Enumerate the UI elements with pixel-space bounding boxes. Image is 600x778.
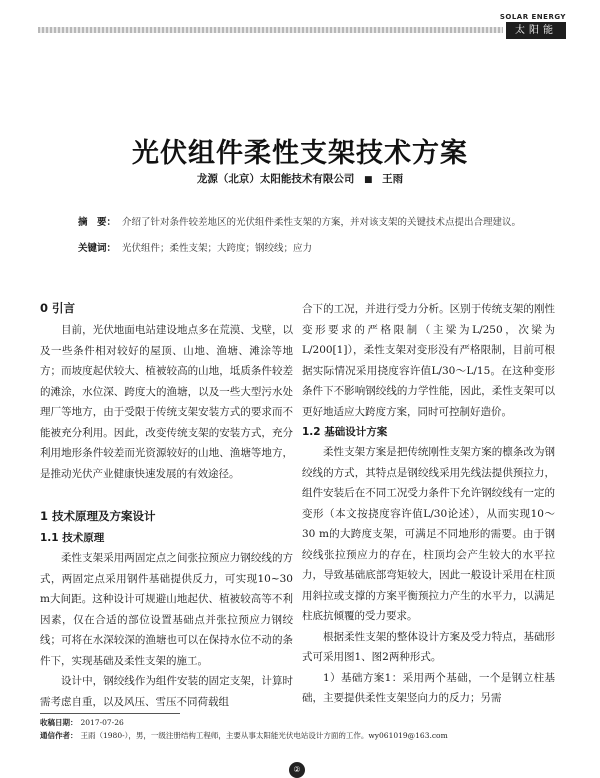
journal-name-cn: 太阳能 xyxy=(506,22,566,39)
author-label: 通信作者： xyxy=(40,731,78,740)
keywords-label: 关键词： xyxy=(78,243,117,254)
section-heading-1: 1 技术原理及方案设计 xyxy=(40,509,156,523)
separator-square: ■ xyxy=(363,175,373,185)
affiliation: 龙源（北京）太阳能技术有限公司 xyxy=(196,173,355,185)
foundation-paragraph-2: 根据柔性支架的整体设计方案及受力特点，基础形式可采用图1、图2两种形式。 xyxy=(302,630,555,663)
footnotes xyxy=(40,716,560,742)
subsection-heading-1-1: 1.1 技术原理 xyxy=(40,532,105,544)
principle-paragraph-1: 柔性支架采用两固定点之间张拉预应力钢绞线的方式，两固定点采用钢件基础提供反力，可实现10~30 m大间距。这种设计可规避山地起伏、植被较高等不利因素，仅在合适的部位设置基础点并张拉预应力钢绞线；可将在水深较深的渔塘也可以在保持水位不动的条件下，实现基础及柔性支架的施工。 xyxy=(40,552,293,667)
author-name: 王雨 xyxy=(382,173,404,185)
foundation-paragraph-1: 柔性支架方案是把传统刚性支架方案的檩条改为钢绞线的方式，其特点是钢绞线采用先线法提供预拉力，组件安装后在不同工况受力条件下允许钢绞线有一定的变形（本文按挠度容许值L/30论述），从而实现10～30 m的大跨度支架，可满足不同地形的需要。由于钢绞线张拉预应力的存在，柱顶均会产生较大的水平拉力，导致基础底部弯矩较大，因此一般设计采用在柱顶用斜拉或支撑的方案平衡预拉力产生的水平力，以满足柱底抗倾覆的受力要求。 xyxy=(302,446,555,622)
author-line xyxy=(0,171,600,186)
keywords xyxy=(78,238,530,259)
header-rule xyxy=(38,27,503,33)
page-number-mark: ② xyxy=(289,762,305,778)
author-info: 王雨（1980-），男，一级注册结构工程师，主要从事太阳能光伏电站设计方面的工作。wy061019@163.com xyxy=(80,731,448,740)
continued-paragraph: 合下的工况，并进行受力分析。区别于传统支架的刚性变形要求的严格限制（主梁为L/250，次梁为L/200[1]），柔性支架对变形没有严格限制，目前可根据实际情况采用挠度容许值L/30～L/15。在这种变形条件下不影响钢绞线的力学性能，因此，柔性支架可以更好地适应大跨度方案，同时可控制好造价。 xyxy=(302,303,555,418)
journal-name-en: SOLAR ENERGY xyxy=(499,13,566,21)
keywords-text: 光伏组件；柔性支架；大跨度；钢绞线；应力 xyxy=(122,243,313,254)
right-column xyxy=(302,299,555,709)
abstract-text: 介绍了针对条件较差地区的光伏组件柔性支架的方案，并对该支架的关键技术点提出合理建议。 xyxy=(122,217,522,228)
corresponding-author xyxy=(40,729,560,742)
foundation-paragraph-3: 1）基础方案1：采用两个基础，一个是钢立柱基础，主要提供柔性支架竖向力的反力；另需 xyxy=(302,671,555,704)
received-value: 2017-07-26 xyxy=(80,718,124,727)
subsection-heading-1-2: 1.2 基础设计方案 xyxy=(302,426,388,438)
intro-paragraph: 目前，光伏地面电站建设地点多在荒漠、戈壁，以及一些条件相对较好的屋顶、山地、渔塘、滩涂等地方；而坡度起伏较大、植被较高的山地，坻质条件较差的滩涂，水位深、跨度大的渔塘，以及一些大型污水处理厂等地方，由于受限于传统支架安装方式的要求而不能被充分利用。因此，改变传统支架的安装方式，充分利用地形条件较差而光资源较好的山地、渔塘等地方，是推动光伏产业健康快速发展的有效途径。 xyxy=(40,324,293,480)
footnote-rule xyxy=(40,713,180,714)
abstract-block xyxy=(78,212,530,259)
section-heading-intro: 0 引言 xyxy=(40,301,76,315)
received-label: 收稿日期： xyxy=(40,718,78,727)
principle-paragraph-2: 设计中，钢绞线作为组件安装的固定支架，计算时需考虑自重，以及风压、雪压不同荷载组 xyxy=(40,675,293,708)
abstract-label: 摘 要： xyxy=(78,217,117,228)
left-column xyxy=(40,298,293,712)
abstract xyxy=(78,212,530,233)
paper-title: 光伏组件柔性支架技术方案 xyxy=(132,138,468,169)
received-date xyxy=(40,716,560,729)
